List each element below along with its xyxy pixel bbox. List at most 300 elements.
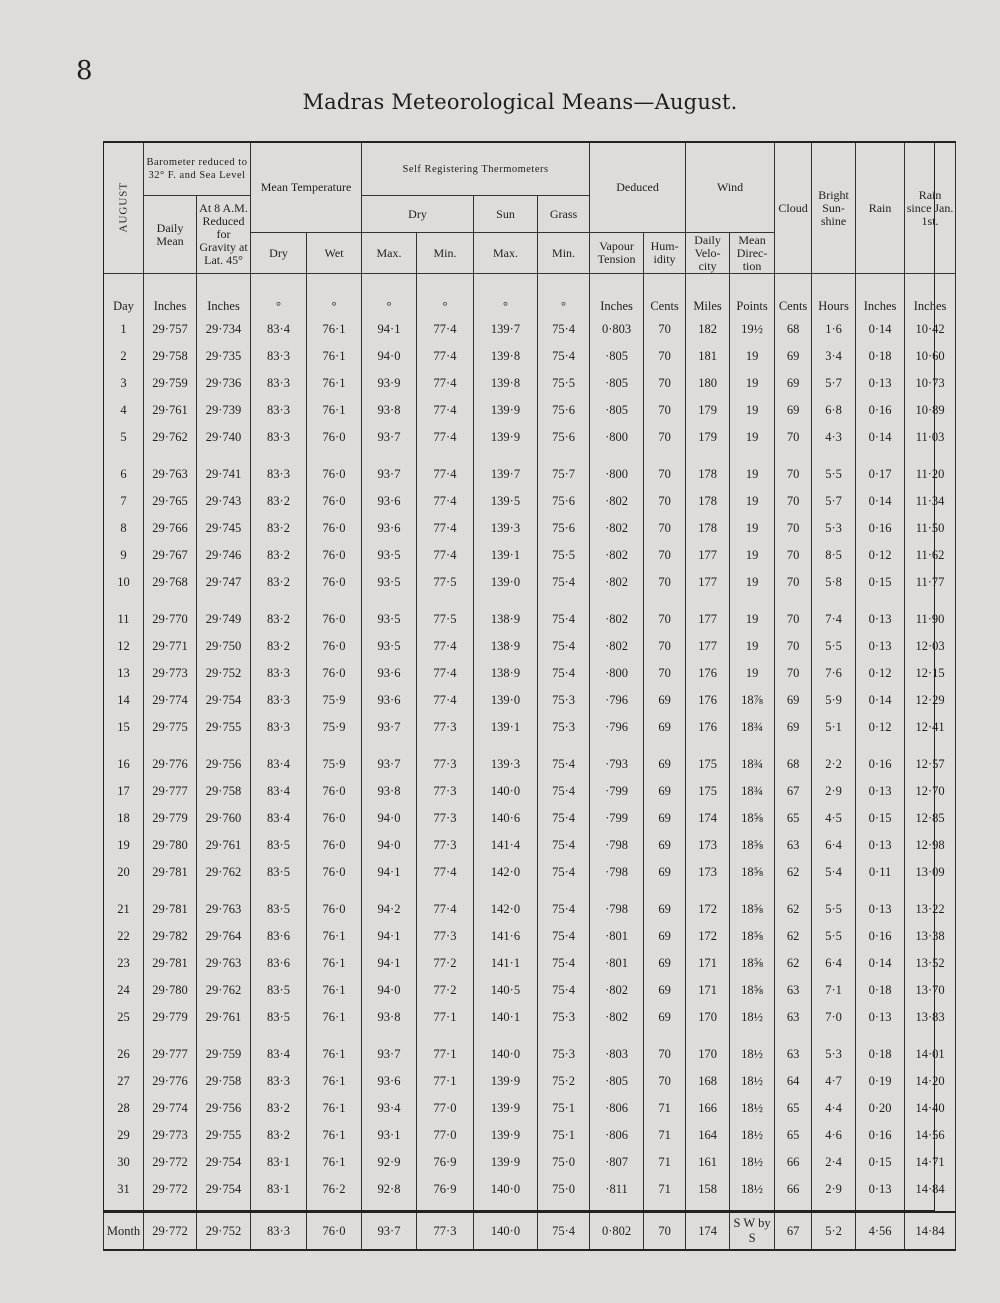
month-cloud-cell: 67 (775, 1212, 812, 1250)
mean-dry-cell: 83·4 (251, 805, 307, 832)
month-humidity-cell: 70 (644, 1212, 686, 1250)
dry-max-cell: 94·0 (362, 832, 417, 859)
rain-cell: 0·12 (856, 542, 905, 569)
wind-velocity-cell: 178 (686, 515, 730, 542)
wind-velocity-cell: 182 (686, 316, 730, 343)
barometer-daily-cell: 29·772 (144, 1176, 197, 1212)
barometer-gravity-cell: 29·750 (197, 633, 251, 660)
grass-min-cell: 75·4 (538, 660, 590, 687)
day-cell: 22 (104, 923, 144, 950)
mean-dry-cell: 83·1 (251, 1176, 307, 1212)
mean-wet-cell: 76·1 (307, 1031, 362, 1068)
dry-min-cell: 77·3 (417, 832, 474, 859)
dry-max-cell: 93·7 (362, 451, 417, 488)
mean-dry-cell: 83·3 (251, 343, 307, 370)
grass-min-cell: 75·6 (538, 488, 590, 515)
mean-dry-cell: 83·4 (251, 316, 307, 343)
wind-velocity-cell: 177 (686, 633, 730, 660)
wind-velocity-cell: 178 (686, 488, 730, 515)
barometer-gravity-cell: 29·756 (197, 1095, 251, 1122)
humidity-cell: 71 (644, 1095, 686, 1122)
mean-dry-cell: 83·4 (251, 1031, 307, 1068)
dry-min-cell: 77·4 (417, 397, 474, 424)
table-row (104, 832, 956, 859)
dry-max-cell: 94·0 (362, 343, 417, 370)
rain-since-cell: 12·41 (905, 714, 956, 741)
grass-min-cell: 75·4 (538, 343, 590, 370)
day-cell: 31 (104, 1176, 144, 1212)
month-barometer-daily-cell: 29·772 (144, 1212, 197, 1250)
day-cell: 30 (104, 1149, 144, 1176)
dry-min-cell: 77·1 (417, 1031, 474, 1068)
unit-cell: Miles (686, 274, 730, 317)
wind-direction-cell: 18⅝ (730, 923, 775, 950)
sun-max-cell: 139·9 (474, 397, 538, 424)
table-row (104, 1031, 956, 1068)
vapour-tension-cell: ·793 (590, 741, 644, 778)
dry-min-cell: 77·4 (417, 886, 474, 923)
wind-velocity-cell: 164 (686, 1122, 730, 1149)
rain-since-cell: 11·03 (905, 424, 956, 451)
grass-min-cell: 75·4 (538, 805, 590, 832)
dry-max-header: Max. (362, 233, 417, 274)
vapour-tension-cell: ·801 (590, 950, 644, 977)
rain-since-cell: 13·52 (905, 950, 956, 977)
rain-since-cell: 14·01 (905, 1031, 956, 1068)
barometer-daily-cell: 29·763 (144, 451, 197, 488)
humidity-cell: 70 (644, 1068, 686, 1095)
sun-max-cell: 139·5 (474, 488, 538, 515)
wind-direction-cell: 19½ (730, 316, 775, 343)
rain-cell: 0·14 (856, 950, 905, 977)
sun-max-cell: 138·9 (474, 596, 538, 633)
rain-cell: 0·18 (856, 1031, 905, 1068)
wind-direction-cell: 18½ (730, 1122, 775, 1149)
rain-since-cell: 10·42 (905, 316, 956, 343)
wind-velocity-header: Daily Velo-city (686, 233, 730, 274)
mean-wet-cell: 76·0 (307, 778, 362, 805)
barometer-gravity-cell: 29·743 (197, 488, 251, 515)
barometer-daily-cell: 29·775 (144, 714, 197, 741)
day-cell: 28 (104, 1095, 144, 1122)
mean-wet-cell: 76·1 (307, 1004, 362, 1031)
table-row (104, 542, 956, 569)
rain-cell: 0·18 (856, 977, 905, 1004)
dry-min-cell: 77·4 (417, 370, 474, 397)
rain-cell: 0·13 (856, 1176, 905, 1212)
sunshine-cell: 6·4 (812, 832, 856, 859)
mean-wet-cell: 76·0 (307, 424, 362, 451)
cloud-cell: 63 (775, 1031, 812, 1068)
barometer-daily-cell: 29·781 (144, 886, 197, 923)
barometer-daily-cell: 29·779 (144, 805, 197, 832)
wind-velocity-cell: 166 (686, 1095, 730, 1122)
sunshine-cell: 4·5 (812, 805, 856, 832)
humidity-cell: 71 (644, 1149, 686, 1176)
table-row (104, 714, 956, 741)
grass-min-cell: 75·4 (538, 832, 590, 859)
mean-dry-cell: 83·2 (251, 1095, 307, 1122)
mean-wet-cell: 76·0 (307, 542, 362, 569)
sun-max-cell: 139·3 (474, 741, 538, 778)
wind-velocity-cell: 176 (686, 660, 730, 687)
unit-cell: ° (251, 274, 307, 317)
dry-max-cell: 93·6 (362, 660, 417, 687)
rain-cell: 0·19 (856, 1068, 905, 1095)
barometer-daily-cell: 29·770 (144, 596, 197, 633)
humidity-cell: 69 (644, 950, 686, 977)
month-mean-dry-cell: 83·3 (251, 1212, 307, 1250)
dry-max-cell: 93·5 (362, 596, 417, 633)
unit-cell: ° (474, 274, 538, 317)
sunshine-cell: 7·6 (812, 660, 856, 687)
cloud-cell: 70 (775, 596, 812, 633)
barometer-gravity-cell: 29·759 (197, 1031, 251, 1068)
day-cell: 16 (104, 741, 144, 778)
humidity-cell: 70 (644, 515, 686, 542)
mean-wet-cell: 76·1 (307, 370, 362, 397)
vapour-tension-cell: ·798 (590, 886, 644, 923)
sunshine-cell: 4·4 (812, 1095, 856, 1122)
sun-max-cell: 140·1 (474, 1004, 538, 1031)
rain-since-cell: 12·03 (905, 633, 956, 660)
table-row (104, 950, 956, 977)
month-dry-max-cell: 93·7 (362, 1212, 417, 1250)
rain-since-cell: 13·70 (905, 977, 956, 1004)
barometer-daily-cell: 29·782 (144, 923, 197, 950)
vapour-tension-cell: ·800 (590, 451, 644, 488)
unit-cell: Inches (590, 274, 644, 317)
day-cell: 21 (104, 886, 144, 923)
barometer-gravity-cell: 29·761 (197, 832, 251, 859)
humidity-cell: 69 (644, 1004, 686, 1031)
mean-dry-cell: 83·6 (251, 950, 307, 977)
dry-min-cell: 77·0 (417, 1095, 474, 1122)
humidity-cell: 69 (644, 977, 686, 1004)
rain-cell: 0·12 (856, 660, 905, 687)
grass-min-cell: 75·4 (538, 569, 590, 596)
sun-max-cell: 139·1 (474, 714, 538, 741)
self-registering-header: Self Registering Thermometers (362, 142, 590, 196)
barometer-daily-cell: 29·771 (144, 633, 197, 660)
cloud-cell: 65 (775, 805, 812, 832)
month-label: AUGUST (104, 142, 144, 274)
barometer-gravity-cell: 29·739 (197, 397, 251, 424)
vapour-tension-cell: ·802 (590, 488, 644, 515)
vapour-tension-cell: ·802 (590, 596, 644, 633)
wind-velocity-cell: 178 (686, 451, 730, 488)
wind-direction-cell: 18¾ (730, 741, 775, 778)
cloud-cell: 68 (775, 741, 812, 778)
barometer-daily-header: Daily Mean (144, 196, 197, 274)
dry-max-cell: 93·6 (362, 687, 417, 714)
wind-direction-cell: 19 (730, 596, 775, 633)
mean-wet-cell: 76·1 (307, 343, 362, 370)
barometer-daily-cell: 29·780 (144, 832, 197, 859)
table-row (104, 424, 956, 451)
table-row (104, 451, 956, 488)
wind-direction-cell: 19 (730, 424, 775, 451)
grass-min-cell: 75·6 (538, 515, 590, 542)
wind-direction-cell: 18½ (730, 1031, 775, 1068)
barometer-gravity-cell: 29·758 (197, 1068, 251, 1095)
dry-max-cell: 92·9 (362, 1149, 417, 1176)
cloud-cell: 62 (775, 950, 812, 977)
grass-min-cell: 75·6 (538, 397, 590, 424)
dry-min-cell: 77·4 (417, 687, 474, 714)
vapour-tension-cell: ·800 (590, 424, 644, 451)
cloud-cell: 69 (775, 687, 812, 714)
day-cell: 1 (104, 316, 144, 343)
rain-cell: 0·16 (856, 515, 905, 542)
dry-max-cell: 93·5 (362, 569, 417, 596)
sun-max-cell: 139·8 (474, 370, 538, 397)
mean-dry-cell: 83·2 (251, 1122, 307, 1149)
mean-wet-cell: 76·0 (307, 569, 362, 596)
table-row (104, 1095, 956, 1122)
barometer-gravity-cell: 29·763 (197, 950, 251, 977)
wind-direction-cell: 18⅝ (730, 950, 775, 977)
humidity-cell: 70 (644, 596, 686, 633)
grass-min-cell: 75·7 (538, 451, 590, 488)
barometer-gravity-cell: 29·755 (197, 1122, 251, 1149)
dry-min-header: Min. (417, 233, 474, 274)
vapour-tension-cell: ·802 (590, 569, 644, 596)
mean-wet-cell: 76·1 (307, 1068, 362, 1095)
wind-direction-cell: 19 (730, 515, 775, 542)
month-wind-velocity-cell: 174 (686, 1212, 730, 1250)
sunshine-cell: 2·9 (812, 778, 856, 805)
barometer-daily-cell: 29·768 (144, 569, 197, 596)
mean-wet-cell: 76·1 (307, 950, 362, 977)
dry-min-cell: 77·1 (417, 1068, 474, 1095)
mean-dry-cell: 83·2 (251, 542, 307, 569)
barometer-gravity-cell: 29·736 (197, 370, 251, 397)
wind-direction-cell: 18½ (730, 1149, 775, 1176)
wind-direction-cell: 18¾ (730, 778, 775, 805)
mean-dry-cell: 83·5 (251, 977, 307, 1004)
dry-min-cell: 77·3 (417, 805, 474, 832)
mean-wet-cell: 75·9 (307, 741, 362, 778)
month-vapour-tension-cell: 0·802 (590, 1212, 644, 1250)
dry-min-cell: 77·4 (417, 633, 474, 660)
cloud-cell: 62 (775, 923, 812, 950)
dry-max-cell: 94·1 (362, 316, 417, 343)
barometer-daily-cell: 29·773 (144, 1122, 197, 1149)
wind-direction-cell: 19 (730, 569, 775, 596)
dry-min-cell: 77·4 (417, 859, 474, 886)
table-row (104, 569, 956, 596)
vapour-tension-cell: 0·803 (590, 316, 644, 343)
barometer-gravity-cell: 29·760 (197, 805, 251, 832)
wind-velocity-cell: 173 (686, 859, 730, 886)
mean-dry-cell: 83·3 (251, 370, 307, 397)
table-row (104, 660, 956, 687)
cloud-cell: 68 (775, 316, 812, 343)
cloud-cell: 70 (775, 542, 812, 569)
dry-min-cell: 77·5 (417, 596, 474, 633)
dry-max-cell: 94·0 (362, 977, 417, 1004)
mean-dry-cell: 83·3 (251, 397, 307, 424)
rain-cell: 0·18 (856, 343, 905, 370)
dry-min-cell: 77·1 (417, 1004, 474, 1031)
barometer-daily-cell: 29·781 (144, 950, 197, 977)
wind-velocity-cell: 176 (686, 714, 730, 741)
cloud-cell: 70 (775, 633, 812, 660)
vapour-tension-header: Vapour Tension (590, 233, 644, 274)
rain-since-cell: 12·57 (905, 741, 956, 778)
wind-velocity-cell: 175 (686, 778, 730, 805)
wind-velocity-cell: 179 (686, 424, 730, 451)
rain-cell: 0·13 (856, 596, 905, 633)
table-row (104, 397, 956, 424)
wind-velocity-cell: 173 (686, 832, 730, 859)
rain-cell: 0·13 (856, 832, 905, 859)
mean-wet-cell: 76·0 (307, 886, 362, 923)
sunshine-cell: 5·5 (812, 633, 856, 660)
mean-wet-cell: 76·2 (307, 1176, 362, 1212)
barometer-daily-cell: 29·767 (144, 542, 197, 569)
day-cell: 27 (104, 1068, 144, 1095)
day-cell: 12 (104, 633, 144, 660)
dry-max-cell: 94·2 (362, 886, 417, 923)
dry-max-cell: 93·7 (362, 714, 417, 741)
vapour-tension-cell: ·799 (590, 778, 644, 805)
dry-min-cell: 77·4 (417, 488, 474, 515)
humidity-cell: 69 (644, 714, 686, 741)
humidity-cell: 71 (644, 1176, 686, 1212)
rain-since-cell: 12·29 (905, 687, 956, 714)
barometer-daily-cell: 29·777 (144, 778, 197, 805)
mean-wet-cell: 76·1 (307, 397, 362, 424)
mean-wet-cell: 76·0 (307, 596, 362, 633)
mean-wet-cell: 76·0 (307, 805, 362, 832)
sun-max-cell: 139·1 (474, 542, 538, 569)
barometer-gravity-cell: 29·746 (197, 542, 251, 569)
cloud-cell: 69 (775, 370, 812, 397)
sun-max-cell: 142·0 (474, 886, 538, 923)
wind-velocity-cell: 174 (686, 805, 730, 832)
wind-velocity-cell: 172 (686, 886, 730, 923)
sunshine-cell: 5·7 (812, 370, 856, 397)
humidity-cell: 70 (644, 488, 686, 515)
dry-max-cell: 93·4 (362, 1095, 417, 1122)
sun-max-cell: 139·9 (474, 424, 538, 451)
humidity-cell: 69 (644, 886, 686, 923)
table-row (104, 805, 956, 832)
wind-velocity-cell: 170 (686, 1004, 730, 1031)
dry-max-cell: 93·5 (362, 633, 417, 660)
day-cell: 26 (104, 1031, 144, 1068)
barometer-daily-cell: 29·773 (144, 660, 197, 687)
table-row (104, 859, 956, 886)
grass-min-cell: 75·4 (538, 633, 590, 660)
wind-direction-cell: 19 (730, 542, 775, 569)
day-cell: 10 (104, 569, 144, 596)
dry-max-cell: 93·6 (362, 1068, 417, 1095)
mean-dry-cell: 83·5 (251, 859, 307, 886)
vapour-tension-cell: ·803 (590, 1031, 644, 1068)
month-day-cell: Month (104, 1212, 144, 1250)
sunshine-header: Bright Sun-shine (812, 142, 856, 274)
page-number: 8 (76, 56, 93, 86)
sun-max-cell: 141·1 (474, 950, 538, 977)
humidity-cell: 69 (644, 687, 686, 714)
month-rain-cell: 4·56 (856, 1212, 905, 1250)
table-row (104, 370, 956, 397)
dry-max-cell: 93·6 (362, 515, 417, 542)
unit-cell: Inches (197, 274, 251, 317)
vapour-tension-cell: ·805 (590, 343, 644, 370)
unit-cell: Inches (856, 274, 905, 317)
dry-min-cell: 77·4 (417, 451, 474, 488)
sun-max-cell: 140·0 (474, 778, 538, 805)
grass-min-cell: 75·4 (538, 977, 590, 1004)
mean-dry-cell: 83·2 (251, 596, 307, 633)
dry-max-cell: 94·1 (362, 950, 417, 977)
table-row (104, 515, 956, 542)
grass-min-cell: 75·4 (538, 316, 590, 343)
grass-min-cell: 75·4 (538, 596, 590, 633)
wind-velocity-cell: 176 (686, 687, 730, 714)
barometer-gravity-cell: 29·756 (197, 741, 251, 778)
grass-min-cell: 75·4 (538, 741, 590, 778)
grass-min-cell: 75·5 (538, 542, 590, 569)
sunshine-cell: 7·1 (812, 977, 856, 1004)
sun-max-header: Max. (474, 233, 538, 274)
sunshine-cell: 4·3 (812, 424, 856, 451)
barometer-daily-cell: 29·762 (144, 424, 197, 451)
rain-cell: 0·20 (856, 1095, 905, 1122)
mean-dry-cell: 83·5 (251, 1004, 307, 1031)
barometer-daily-cell: 29·777 (144, 1031, 197, 1068)
mean-dry-cell: 83·3 (251, 660, 307, 687)
rain-cell: 0·14 (856, 316, 905, 343)
table-row (104, 1176, 956, 1212)
day-cell: 13 (104, 660, 144, 687)
vapour-tension-cell: ·805 (590, 397, 644, 424)
wind-velocity-cell: 177 (686, 596, 730, 633)
mean-wet-cell: 76·0 (307, 832, 362, 859)
rain-since-cell: 14·20 (905, 1068, 956, 1095)
mean-dry-cell: 83·5 (251, 886, 307, 923)
rain-since-cell: 14·84 (905, 1176, 956, 1212)
mean-wet-cell: 76·0 (307, 660, 362, 687)
sunshine-cell: 5·8 (812, 569, 856, 596)
units-row (104, 274, 956, 317)
barometer-gravity-cell: 29·749 (197, 596, 251, 633)
wind-direction-cell: 18½ (730, 1176, 775, 1212)
sun-max-cell: 140·0 (474, 1031, 538, 1068)
sunshine-cell: 5·1 (812, 714, 856, 741)
barometer-gravity-cell: 29·747 (197, 569, 251, 596)
rain-since-cell: 13·22 (905, 886, 956, 923)
humidity-cell: 70 (644, 660, 686, 687)
sunshine-cell: 2·9 (812, 1176, 856, 1212)
unit-cell: Cents (775, 274, 812, 317)
unit-cell: ° (538, 274, 590, 317)
rain-cell: 0·13 (856, 886, 905, 923)
wind-direction-cell: 18⅝ (730, 886, 775, 923)
humidity-cell: 69 (644, 741, 686, 778)
barometer-gravity-cell: 29·755 (197, 714, 251, 741)
sun-max-cell: 139·9 (474, 1068, 538, 1095)
dry-min-cell: 77·5 (417, 569, 474, 596)
wind-direction-cell: 18½ (730, 1068, 775, 1095)
sunshine-cell: 2·4 (812, 1149, 856, 1176)
humidity-cell: 69 (644, 805, 686, 832)
wind-direction-cell: 18½ (730, 1004, 775, 1031)
